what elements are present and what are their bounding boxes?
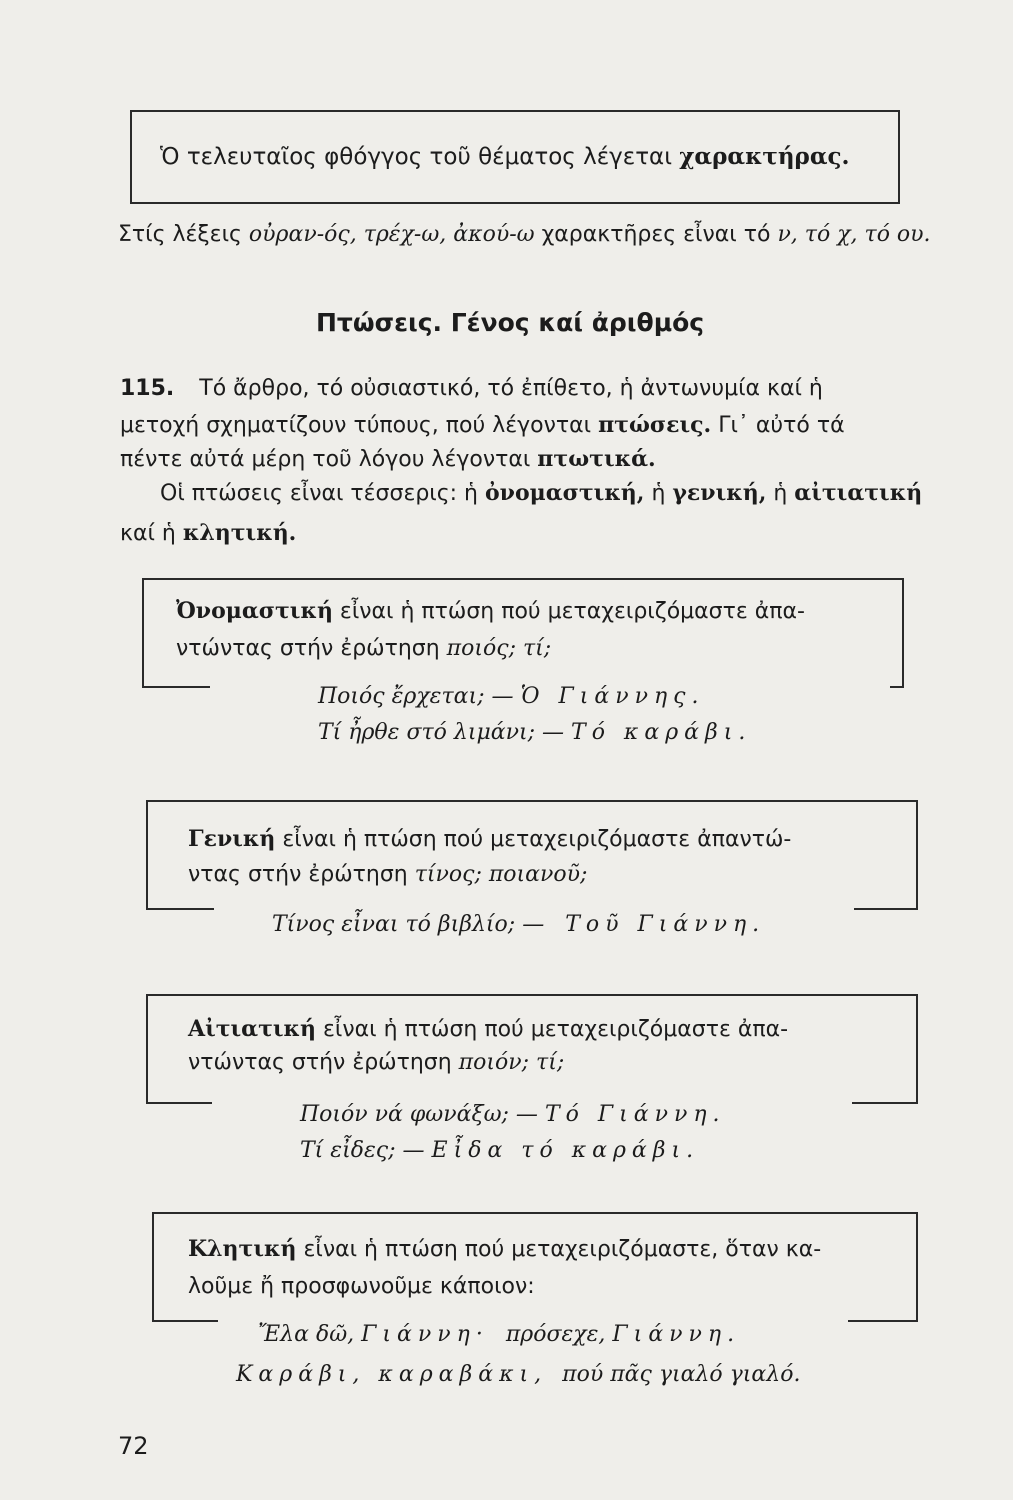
nominative-example-2: [318, 720, 751, 745]
genitive-line-2-pre: ντας στήν ἐρώτηση: [188, 862, 415, 887]
paragraph-115-line-3: [120, 446, 656, 472]
genitive-question: τίνος; ποιανοῦ;: [414, 862, 588, 887]
section-heading: Πτώσεις. Γένος καί ἀριθμός: [316, 308, 705, 337]
accusative-example-2-q: Τί εἶδες; —: [300, 1138, 425, 1163]
vocative-example-1-b: Γιάννη·: [361, 1322, 489, 1347]
nominative-term: Ὀνομαστική: [176, 598, 333, 624]
vocative-line-2: [188, 1274, 535, 1299]
nominative-example-2-q: Τί ἦρθε στό λιμάνι; —: [318, 720, 565, 745]
term-geniki: γενική,: [672, 480, 767, 506]
nominative-line-2: [176, 636, 551, 661]
vocative-example-1-d: Γιάννη.: [612, 1322, 741, 1347]
paragraph-115-line-4: [160, 480, 922, 506]
definition-term: χαρακτήρας.: [679, 143, 850, 170]
accusative-box: [146, 994, 918, 1104]
accusative-example-1-q: Ποιόν νά φωνάξω; —: [300, 1102, 538, 1127]
nominative-example-2-a: Τό καράβι.: [571, 720, 752, 745]
example-letters: ν, τό χ, τό ου.: [777, 222, 931, 247]
paragraph-line-4-mid2: ἡ: [766, 481, 795, 506]
vocative-example-2-a: Καράβι,: [236, 1362, 366, 1387]
accusative-example-1-a: Τό Γιάννη.: [544, 1102, 726, 1127]
genitive-line-1: [188, 826, 791, 852]
nominative-line-1-text: εἶναι ἡ πτώση πού μεταχειριζόμαστε ἀπα-: [332, 599, 805, 624]
vocative-line-1: [188, 1236, 821, 1262]
paragraph-line-5-pre: καί ἡ: [120, 521, 183, 546]
term-klitiki: κλητική.: [182, 520, 297, 546]
term-ptotika: πτωτικά.: [537, 446, 656, 472]
nominative-line-1: [176, 598, 805, 624]
vocative-line-2-text: λοῦμε ἤ προσφωνοῦμε κάποιον:: [188, 1274, 535, 1299]
example-line-pre: Στίς λέξεις: [118, 222, 249, 247]
paragraph-line-4-mid1: ἡ: [644, 481, 673, 506]
definition-text: [160, 143, 850, 170]
vocative-example-1: [258, 1322, 740, 1347]
vocative-example-2-b: καραβάκι,: [378, 1362, 548, 1387]
vocative-example-1-c: πρόσεχε,: [505, 1322, 606, 1347]
paragraph-115-line-5: [120, 520, 296, 546]
accusative-line-2: [188, 1050, 564, 1075]
accusative-line-1: [188, 1016, 788, 1042]
genitive-term: Γενική: [188, 826, 276, 852]
genitive-box: [146, 800, 918, 910]
vocative-line-1-text: εἶναι ἡ πτώση πού μεταχειριζόμαστε, ὅταν κα-: [296, 1237, 822, 1262]
genitive-example-1-a: Τοῦ Γιάννη.: [565, 912, 766, 937]
nominative-question: ποιός; τί;: [446, 636, 552, 661]
vocative-box: [152, 1212, 918, 1322]
accusative-line-1-text: εἶναι ἡ πτώση πού μεταχειριζόμαστε ἀπα-: [316, 1017, 789, 1042]
accusative-term: Αἰτιατική: [188, 1016, 317, 1042]
nominative-line-2-pre: ντώντας στήν ἐρώτηση: [176, 636, 447, 661]
paragraph-line-4-pre: Οἱ πτώσεις εἶναι τέσσερις: ἡ: [160, 481, 485, 506]
paragraph-115-line-1: [120, 376, 823, 401]
page-number: 72: [118, 1432, 149, 1460]
paragraph-number: 115.: [120, 376, 175, 401]
genitive-line-1-text: εἶναι ἡ πτώση πού μεταχειριζόμαστε ἀπαντώ-: [275, 827, 792, 852]
vocative-example-2-c: πού πᾶς γιαλό γιαλό.: [562, 1362, 801, 1387]
vocative-term: Κλητική: [188, 1236, 297, 1262]
term-aitiatiki: αἰτιατική: [794, 480, 923, 506]
accusative-example-2-a: Εἶδα τό καράβι.: [431, 1138, 700, 1163]
nominative-example-1-a: Ὁ Γιάννης.: [520, 684, 705, 709]
example-line-mid: χαρακτῆρες εἶναι τό: [534, 222, 778, 247]
example-line: [118, 222, 931, 247]
vocative-example-2: [236, 1362, 800, 1387]
paragraph-line-3-pre: πέντε αὐτά μέρη τοῦ λόγου λέγονται: [120, 447, 538, 472]
accusative-line-2-pre: ντώντας στήν ἐρώτηση: [188, 1050, 459, 1075]
term-ptoseis: πτώσεις.: [598, 412, 712, 438]
accusative-question: ποιόν; τί;: [458, 1050, 565, 1075]
paragraph-line-2-post: Γι᾽ αὐτό τά: [711, 413, 845, 438]
accusative-example-1: [300, 1102, 726, 1127]
paragraph-line-2-pre: μετοχή σχηματίζουν τύπους, πού λέγονται: [120, 413, 599, 438]
vocative-example-1-a: Ἔλα δῶ,: [258, 1322, 355, 1347]
accusative-example-2: [300, 1138, 699, 1163]
paragraph-115-line-2: [120, 412, 845, 438]
nominative-box: [142, 578, 904, 688]
genitive-line-2: [188, 862, 587, 887]
nominative-example-1-q: Ποιός ἔρχεται; —: [318, 684, 514, 709]
nominative-example-1: [318, 684, 704, 709]
example-words: οὐραν-ός, τρέχ-ω, ἀκού-ω: [248, 222, 535, 247]
definition-text-pre: Ὁ τελευταῖος φθόγγος τοῦ θέματος λέγεται: [160, 144, 680, 170]
term-onomastiki: ὀνομαστική,: [485, 480, 645, 506]
genitive-example-1-q: Τίνος εἶναι τό βιβλίο; —: [272, 912, 545, 937]
paragraph-line-1-text: Τό ἄρθρο, τό οὐσιαστικό, τό ἐπίθετο, ἡ ἀντωνυμία καί ἡ: [199, 376, 823, 401]
genitive-example-1: [272, 912, 765, 937]
